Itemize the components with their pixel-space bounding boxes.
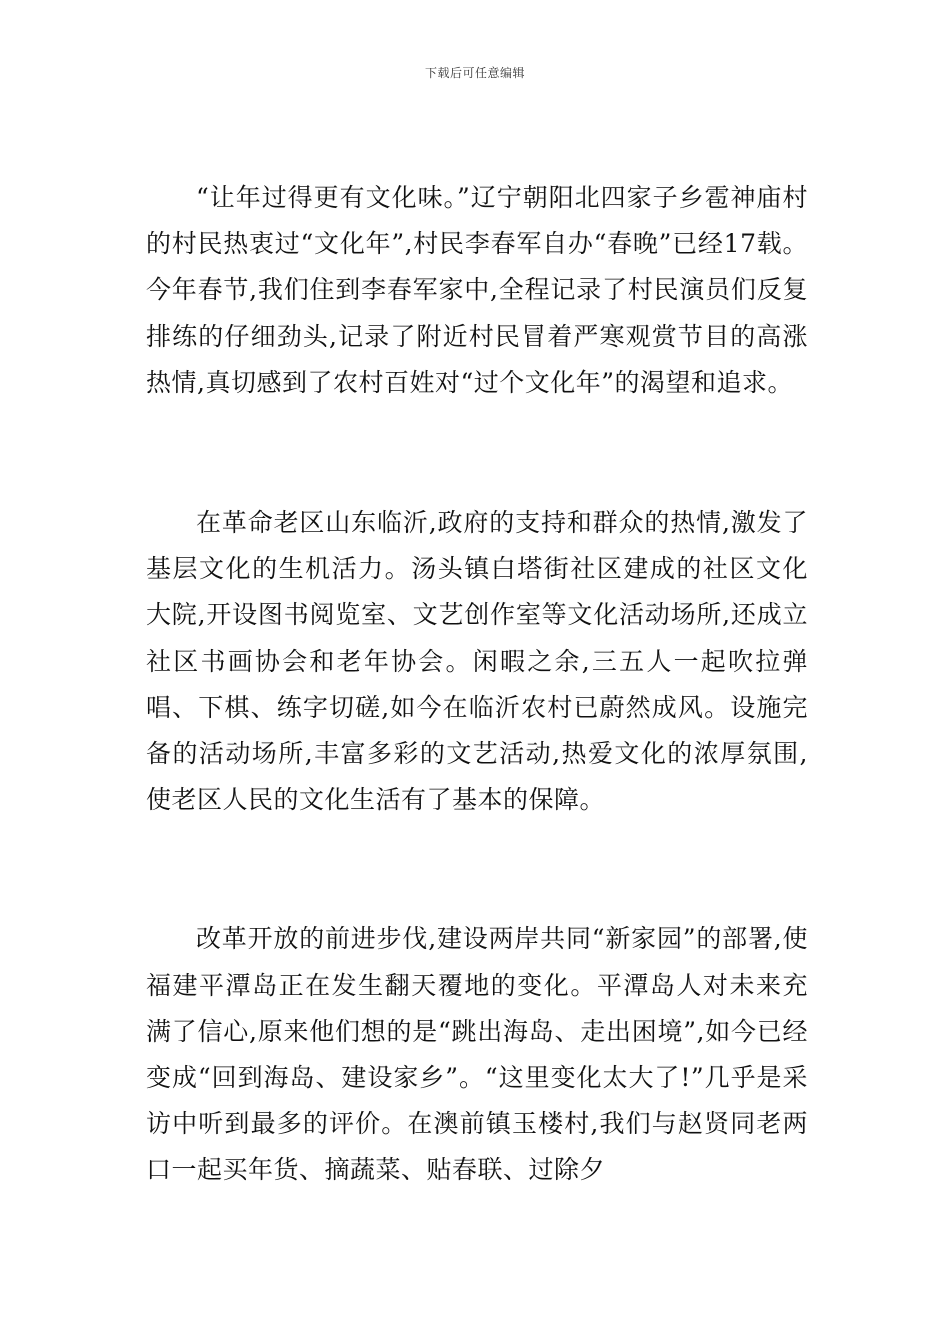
paragraph-2: 在革命老区山东临沂,政府的支持和群众的热情,激发了基层文化的生机活力。汤头镇白塔街社区建成的社区文化大院,开设图书阅览室、文艺创作室等文化活动场所,还成立社区书画协会和老年协会。闲暇之余,三五人一起吹拉弹唱、下棋、练字切磋,如今在临沂农村已蔚然成风。设施完备的活动场所,丰富多彩的文艺活动,热爱文化的浓厚氛围,使老区人民的文化生活有了基本的保障。 [146,508,808,815]
paragraph-1: “让年过得更有文化味。”辽宁朝阳北四家子乡雹神庙村的村民热衷过“文化年”,村民李春军自办“春晚”已经17载。今年春节,我们住到李春军家中,全程记录了村民演员们反复排练的仔细劲头,记录了附近村民冒着严寒观赏节目的高涨热情,真切感到了农村百姓对“过个文化年”的渴望和追求。 [146,183,808,397]
paragraph-3: 改革开放的前进步伐,建设两岸共同“新家园”的部署,使福建平潭岛正在发生翻天覆地的变化。平潭岛人对未来充满了信心,原来他们想的是“跳出海岛、走出困境”,如今已经变成“回到海岛、建设家乡”。“这里变化太大了!”几乎是采访中听到最多的评价。在澳前镇玉楼村,我们与赵贤同老两口一起买年货、摘蔬菜、贴春联、过除夕 [146,924,808,1185]
article-body [146,175,808,1194]
header-note: 下载后可任意编辑 [424,66,525,80]
